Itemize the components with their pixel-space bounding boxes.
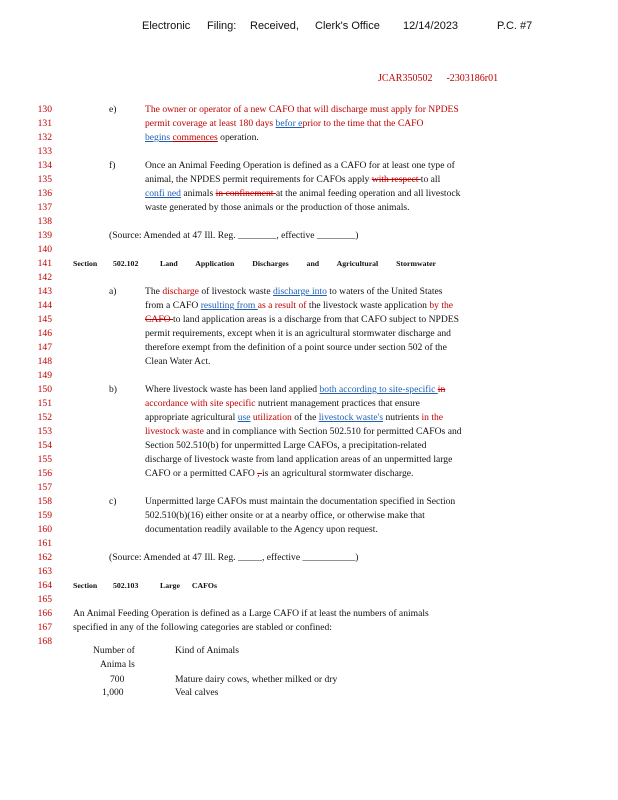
para-a-line1d: discharge into [272,286,327,297]
para-b-line5: Section 502.510(b) for unpermitted Large CAFOs, a precipitation-related [145,440,427,451]
line-number: 160 [37,524,52,535]
para-a-line2c: as a result of [257,300,307,311]
para-b-line1b: both according to site-specific [319,384,438,395]
para-b-line3b: use [237,412,251,423]
para-b-line7c: is an agricultural stormwater discharge. [262,468,414,479]
line-number: 146 [37,328,52,339]
para-a-line5: therefore exempt from the definition of a point source under section 502 of the [145,342,447,353]
para-e-line2a: permit coverage at least 180 days [145,118,276,129]
para-a-line6: Clean Water Act. [145,356,211,367]
line-number: 132 [37,132,52,143]
section-502-103-title: Large CAFOs [160,581,217,590]
line-number: 139 [37,230,52,241]
document-code [378,73,512,84]
line-number: 148 [37,356,52,367]
line-number: 159 [37,510,52,521]
table-row-1-kind: Mature dairy cows, whether milked or dry [175,674,338,685]
header-date: 12/14/2023 [403,20,459,32]
line-number: 135 [37,174,52,185]
table-header-kind: Kind of Animals [175,645,239,656]
line-number: 137 [37,202,52,213]
header-pc: P.C. #7 [497,20,533,32]
line-number: 133 [37,146,52,157]
para-a-line3b: to land application areas is a discharge from that CAFO subject to NPDES [173,314,459,325]
para-b-line1a: Where livestock waste has been land applied [145,384,320,395]
source-note-1: (Source: Amended at 47 Ill. Reg. ________, effective ________) [109,230,359,241]
line-number: 144 [37,300,52,311]
para-b-label: b) [109,384,117,395]
para-a-line4: permit requirements, except when it is an agricultural stormwater discharge and [145,328,451,339]
para-b-line4b: and in compliance with Section 502.510 for permitted CAFOs and [203,426,462,437]
line-number: 134 [37,160,52,171]
code-right: -2303186r01 [446,73,499,84]
para-b-line3g: in the [421,412,444,423]
table-row-2-kind: Veal calves [175,687,219,698]
para-f-line2a: animal, the NPDES permit requirements for CAFOs apply [145,174,372,185]
section-502-102-label: Section [73,259,98,268]
source-note-2: (Source: Amended at 47 Ill. Reg. _____, effective ___________) [109,552,359,563]
para-b-line6: discharge of livestock waste from land application areas of an unpermitted large [145,454,453,465]
line-number: 141 [37,258,52,269]
table-header-number: Number of [93,645,135,656]
line-number: 167 [37,622,52,633]
line-number: 143 [37,286,52,297]
line-number: 158 [37,496,52,507]
line-number: 154 [37,440,52,451]
para-f-line2b: with respect [371,174,421,185]
para-b-line7b: , [257,468,262,479]
table-row-2-number: 1,000 [102,687,124,698]
para-a-line2e: by the [429,300,454,311]
line-number: 155 [37,454,52,465]
line-number: 168 [37,636,52,647]
section-502-103-number: 502.103 [113,581,139,590]
para-e-line2b: befor e [275,118,303,129]
para-a-label: a) [109,286,117,297]
para-b-line3a: appropriate agricultural [145,412,238,423]
line-number: 140 [37,244,52,255]
para-b-line2b: nutrient management practices that ensure [255,398,420,409]
line-number: 152 [37,412,52,423]
para-b-line3f: nutrients [383,412,422,423]
para-f-line3a: confi ned [145,188,181,199]
line-number: 157 [37,482,52,493]
line-number: 165 [37,594,52,605]
para-c-line3: documentation readily available to the Agency upon request. [145,524,378,535]
para-a-line3a: CAFO [145,314,173,325]
code-left: JCAR350502 [378,73,433,84]
para-e-line3c: operation. [217,132,259,143]
line-number: 153 [37,426,52,437]
para-b-line4a: livestock waste [145,426,204,437]
line-number: 150 [37,384,52,395]
line-number: 166 [37,608,52,619]
table-row-1-number: 700 [110,674,125,685]
para-c-label: c) [109,496,117,507]
para-c-line1: Unpermitted large CAFOs must maintain the documentation specified in Section [145,496,456,507]
para-a-line1b: discharge [162,286,202,297]
line-number: 131 [37,118,52,129]
header-electronic: Electronic [142,20,191,32]
line-number: 164 [37,580,52,591]
table-header-number-2: Anima ls [100,659,135,670]
para-b-line3d: of the [291,412,319,423]
para-f-line3d: at the animal feeding operation and all livestock [275,188,461,199]
para-b-line7a: CAFO or a permitted CAFO [145,468,258,479]
para-e-line3b: commences [172,132,218,143]
line-number: 156 [37,468,52,479]
para-f-line1: Once an Animal Feeding Operation is defined as a CAFO for at least one type of [145,160,455,171]
para-b-line3c: utilization [250,412,292,423]
large-cafo-line1: An Animal Feeding Operation is defined as a Large CAFO if at least the numbers of animals [73,608,429,619]
para-e-line3a: begins [145,132,173,143]
line-number: 138 [37,216,52,227]
para-a-line2b: resulting from [200,300,258,311]
para-b-line2: accordance with site specific [145,398,256,409]
line-number: 151 [37,398,52,409]
line-number: 162 [37,552,52,563]
para-b-line3e: livestock waste's [318,412,384,423]
para-f-line3b: animals [180,188,216,199]
line-number: 130 [37,104,52,115]
para-a-line2d: the livestock waste application [306,300,430,311]
para-f-line4: waste generated by those animals or the production of those animals. [145,202,410,213]
para-e-line1: The owner or operator of a new CAFO that will discharge must apply for NPDES [145,104,459,115]
para-f-line3c: in confinement [215,188,276,199]
line-number: 163 [37,566,52,577]
line-number: 161 [37,538,52,549]
line-number: 147 [37,342,52,353]
para-a-line1e: to waters of the United States [326,286,443,297]
section-502-103-label: Section [73,581,98,590]
section-502-102-title: Land Application Discharges and Agricultural Stormwater [160,259,437,268]
header-received: Received, [250,20,299,32]
line-number: 142 [37,272,52,283]
para-c-line2: 502.510(b)(16) either onsite or at a nearby office, or otherwise make that [145,510,425,521]
header-filing: Filing: [207,20,237,32]
line-number: 136 [37,188,52,199]
para-f-label: f) [109,160,116,171]
para-a-line1c: of livestock waste [201,286,273,297]
para-e-line2c: prior to the time that the CAFO [302,118,424,129]
para-a-line2a: from a CAFO [145,300,201,311]
para-f-line2c: to all [420,174,441,185]
para-e-label: e) [109,104,117,115]
large-cafo-line2: specified in any of the following categories are stabled or confined: [73,622,332,633]
header-clerks-office: Clerk's Office [315,20,380,32]
para-b-line1c: in [437,384,446,395]
section-502-102-number: 502.102 [113,259,139,268]
line-number: 149 [37,370,52,381]
para-a-line1a: The [145,286,163,297]
line-number: 145 [37,314,52,325]
